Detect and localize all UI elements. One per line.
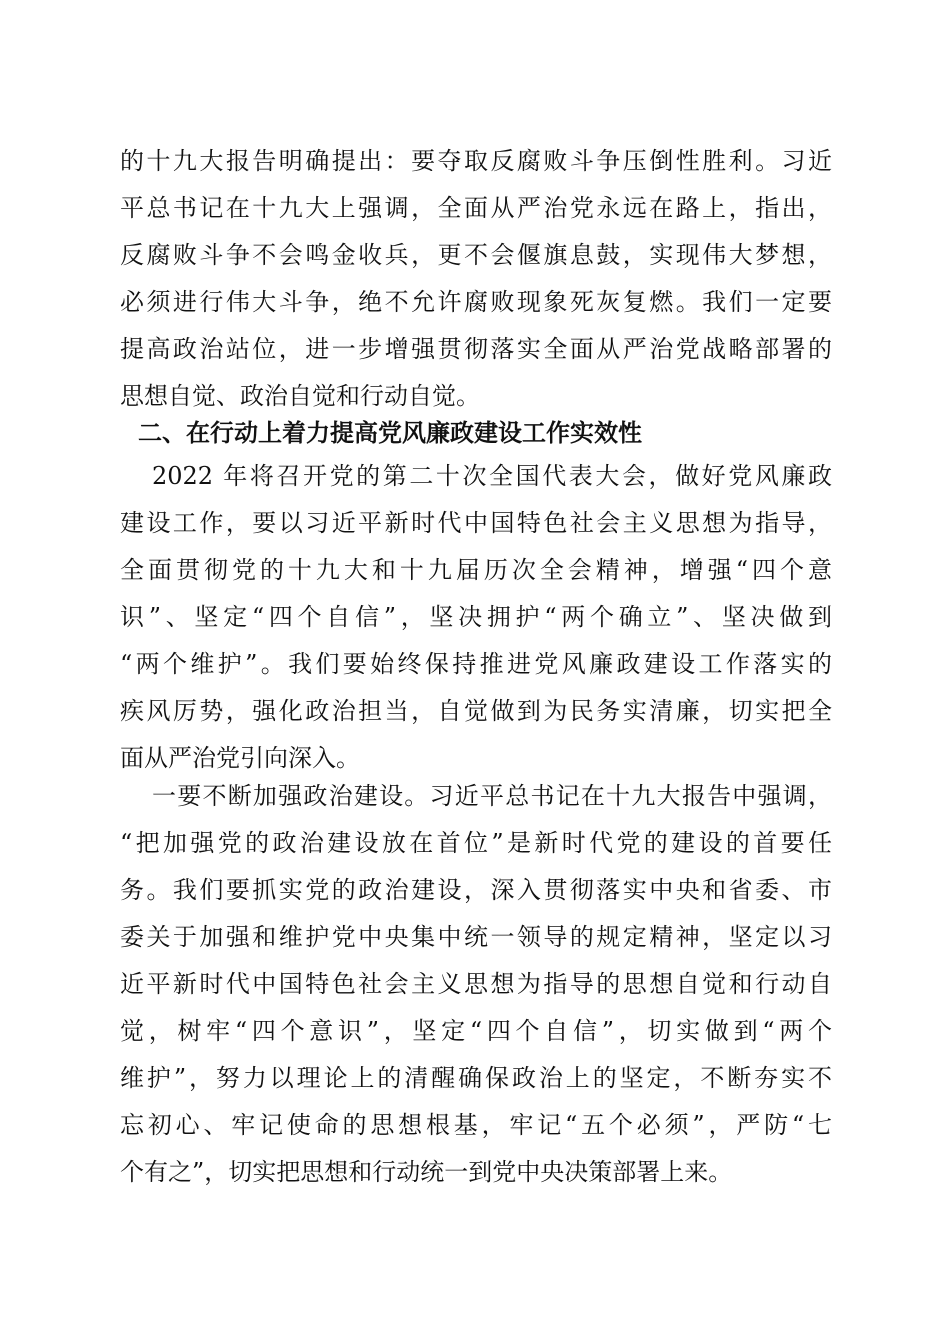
paragraph-line: 个有之”，切实把思想和行动统一到党中央决策部署上来。 bbox=[120, 1158, 733, 1186]
paragraph-line: 2022 年将召开党的第二十次全国代表大会，做好党风廉政 bbox=[152, 462, 832, 490]
paragraph-line: 必须进行伟大斗争，绝不允许腐败现象死灰复燃。我们一定要 bbox=[120, 288, 832, 316]
paragraph-line: 识”、坚定“四个自信”，坚决拥护“两个确立”、坚决做到 bbox=[120, 603, 832, 631]
paragraph-line: 面从严治党引向深入。 bbox=[120, 744, 360, 772]
section-heading bbox=[120, 410, 832, 457]
paragraph-line: 忘初心、牢记使命的思想根基，牢记“五个必须”，严防“七 bbox=[120, 1111, 832, 1139]
paragraph-intro bbox=[120, 453, 832, 782]
paragraph-line: 建设工作，要以习近平新时代中国特色社会主义思想为指导， bbox=[120, 509, 832, 537]
paragraph-line: “把加强党的政治建设放在首位”是新时代党的建设的首要任 bbox=[120, 829, 832, 857]
paragraph-line: 近平新时代中国特色社会主义思想为指导的思想自觉和行动自 bbox=[120, 970, 832, 998]
paragraph-line: 疾风厉势，强化政治担当，自觉做到为民务实清廉，切实把全 bbox=[120, 697, 832, 725]
paragraph-line: 思想自觉、政治自觉和行动自觉。 bbox=[120, 382, 480, 410]
section-heading-text: 二、在行动上着力提高党风廉政建设工作实效性 bbox=[138, 419, 642, 447]
paragraph-line: “两个维护”。我们要始终保持推进党风廉政建设工作落实的 bbox=[120, 650, 832, 678]
paragraph-line: 委关于加强和维护党中央集中统一领导的规定精神，坚定以习 bbox=[120, 923, 832, 951]
paragraph-line: 一要不断加强政治建设。习近平总书记在十九大报告中强调， bbox=[152, 782, 832, 810]
paragraph-continuation bbox=[120, 138, 832, 420]
paragraph-line: 提高政治站位，进一步增强贯彻落实全面从严治党战略部署的 bbox=[120, 335, 832, 363]
paragraph-line: 维护”，努力以理论上的清醒确保政治上的坚定，不断夯实不 bbox=[120, 1064, 832, 1092]
paragraph-line: 觉，树牢“四个意识”，坚定“四个自信”，切实做到“两个 bbox=[120, 1017, 832, 1045]
paragraph-line: 务。我们要抓实党的政治建设，深入贯彻落实中央和省委、市 bbox=[120, 876, 832, 904]
paragraph-line: 反腐败斗争不会鸣金收兵，更不会偃旗息鼓，实现伟大梦想， bbox=[120, 241, 832, 269]
paragraph-line: 的十九大报告明确提出：要夺取反腐败斗争压倒性胜利。习近 bbox=[120, 147, 832, 175]
paragraph-line: 全面贯彻党的十九大和十九届历次全会精神，增强“四个意 bbox=[120, 556, 832, 584]
paragraph-political-construction bbox=[120, 773, 832, 1196]
paragraph-line: 平总书记在十九大上强调，全面从严治党永远在路上，指出， bbox=[120, 194, 832, 222]
